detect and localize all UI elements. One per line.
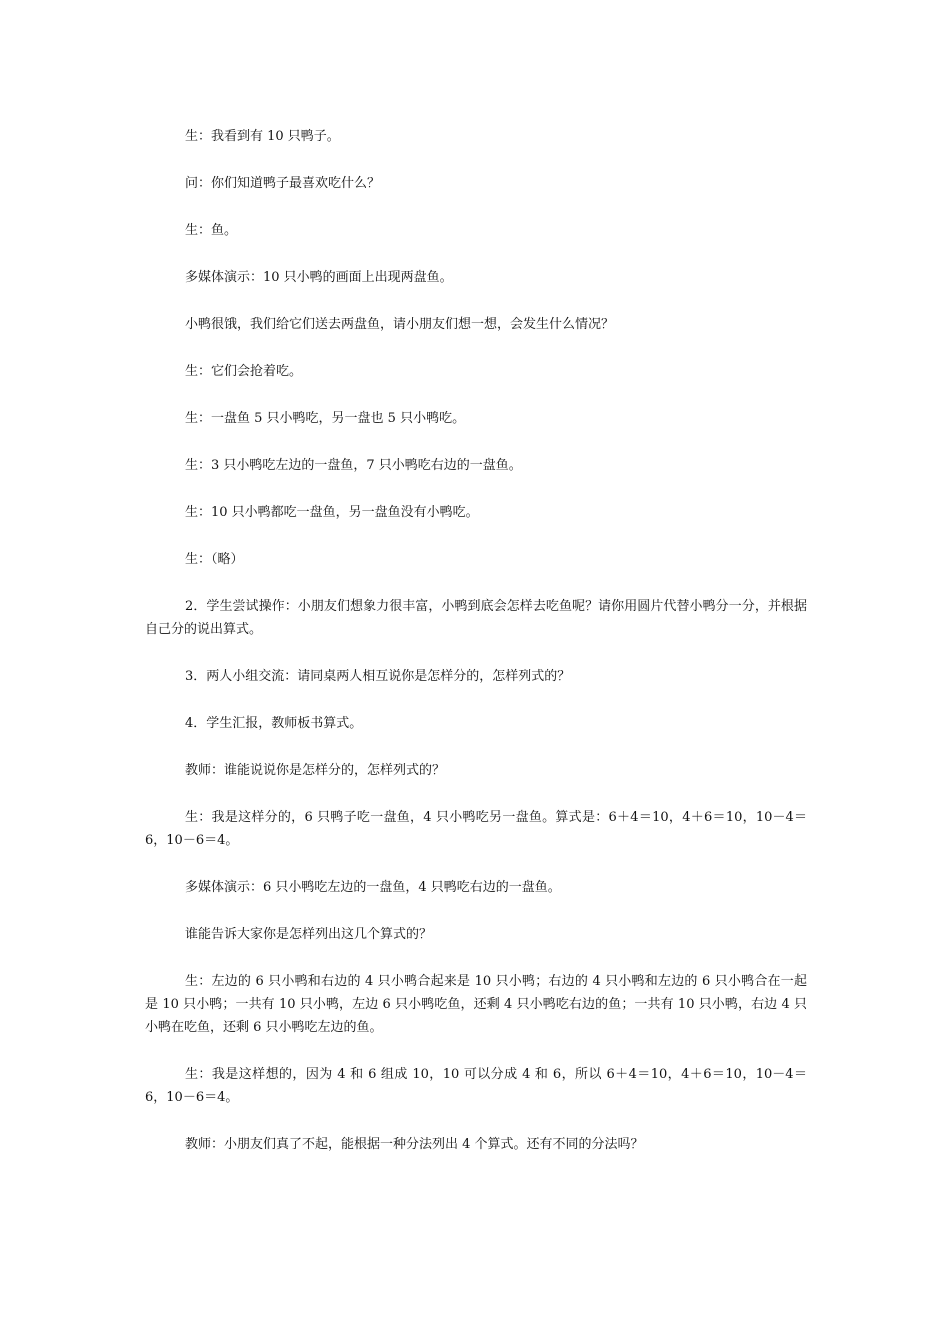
paragraph: 生：左边的 6 只小鸭和右边的 4 只小鸭合起来是 10 只小鸭；右边的 4 只小鸭和左边的 6 只小鸭合在一起是 10 只小鸭；一共有 10 只小鸭，左边 6 只小鸭吃鱼，还剩 4 只小鸭吃右边的鱼；一共有 10 只小鸭，右边 4 只小鸭在吃鱼，还剩 6 只小鸭吃左边的鱼。 [145, 974, 807, 1035]
paragraph: 生：它们会抢着吃。 [185, 364, 303, 379]
paragraph: 问：你们知道鸭子最喜欢吃什么？ [185, 176, 381, 191]
paragraph: 生：我看到有 10 只鸭子。 [185, 129, 340, 144]
paragraph: 小鸭很饿，我们给它们送去两盘鱼，请小朋友们想一想，会发生什么情况？ [185, 317, 615, 332]
paragraph: 2．学生尝试操作：小朋友们想象力很丰富，小鸭到底会怎样去吃鱼呢？请你用圆片代替小鸭分一分，并根据自己分的说出算式。 [145, 599, 807, 637]
paragraph: 谁能告诉大家你是怎样列出这几个算式的？ [185, 927, 433, 942]
paragraph: 生：3 只小鸭吃左边的一盘鱼，7 只小鸭吃右边的一盘鱼。 [185, 458, 522, 473]
paragraph: 生：我是这样想的，因为 4 和 6 组成 10，10 可以分成 4 和 6，所以 6＋4＝10，4＋6＝10，10－4＝6，10－6＝4。 [145, 1067, 807, 1105]
paragraph: 生：我是这样分的，6 只鸭子吃一盘鱼，4 只小鸭吃另一盘鱼。算式是：6＋4＝10，4＋6＝10，10－4＝6，10－6＝4。 [145, 810, 807, 848]
paragraph: 教师：小朋友们真了不起，能根据一种分法列出 4 个算式。还有不同的分法吗？ [185, 1137, 644, 1152]
paragraph: 生：鱼。 [185, 223, 238, 238]
document-body [145, 125, 807, 1180]
paragraph: 4．学生汇报，教师板书算式。 [185, 716, 363, 731]
paragraph: 教师：谁能说说你是怎样分的，怎样列式的？ [185, 763, 446, 778]
paragraph: 3．两人小组交流：请同桌两人相互说你是怎样分的，怎样列式的？ [185, 669, 571, 684]
paragraph: 生：一盘鱼 5 只小鸭吃，另一盘也 5 只小鸭吃。 [185, 411, 466, 426]
paragraph: 多媒体演示：6 只小鸭吃左边的一盘鱼，4 只鸭吃右边的一盘鱼。 [185, 880, 561, 895]
paragraph: 生：（略） [185, 552, 244, 567]
paragraph: 生：10 只小鸭都吃一盘鱼，另一盘鱼没有小鸭吃。 [185, 505, 479, 520]
paragraph: 多媒体演示：10 只小鸭的画面上出现两盘鱼。 [185, 270, 453, 285]
